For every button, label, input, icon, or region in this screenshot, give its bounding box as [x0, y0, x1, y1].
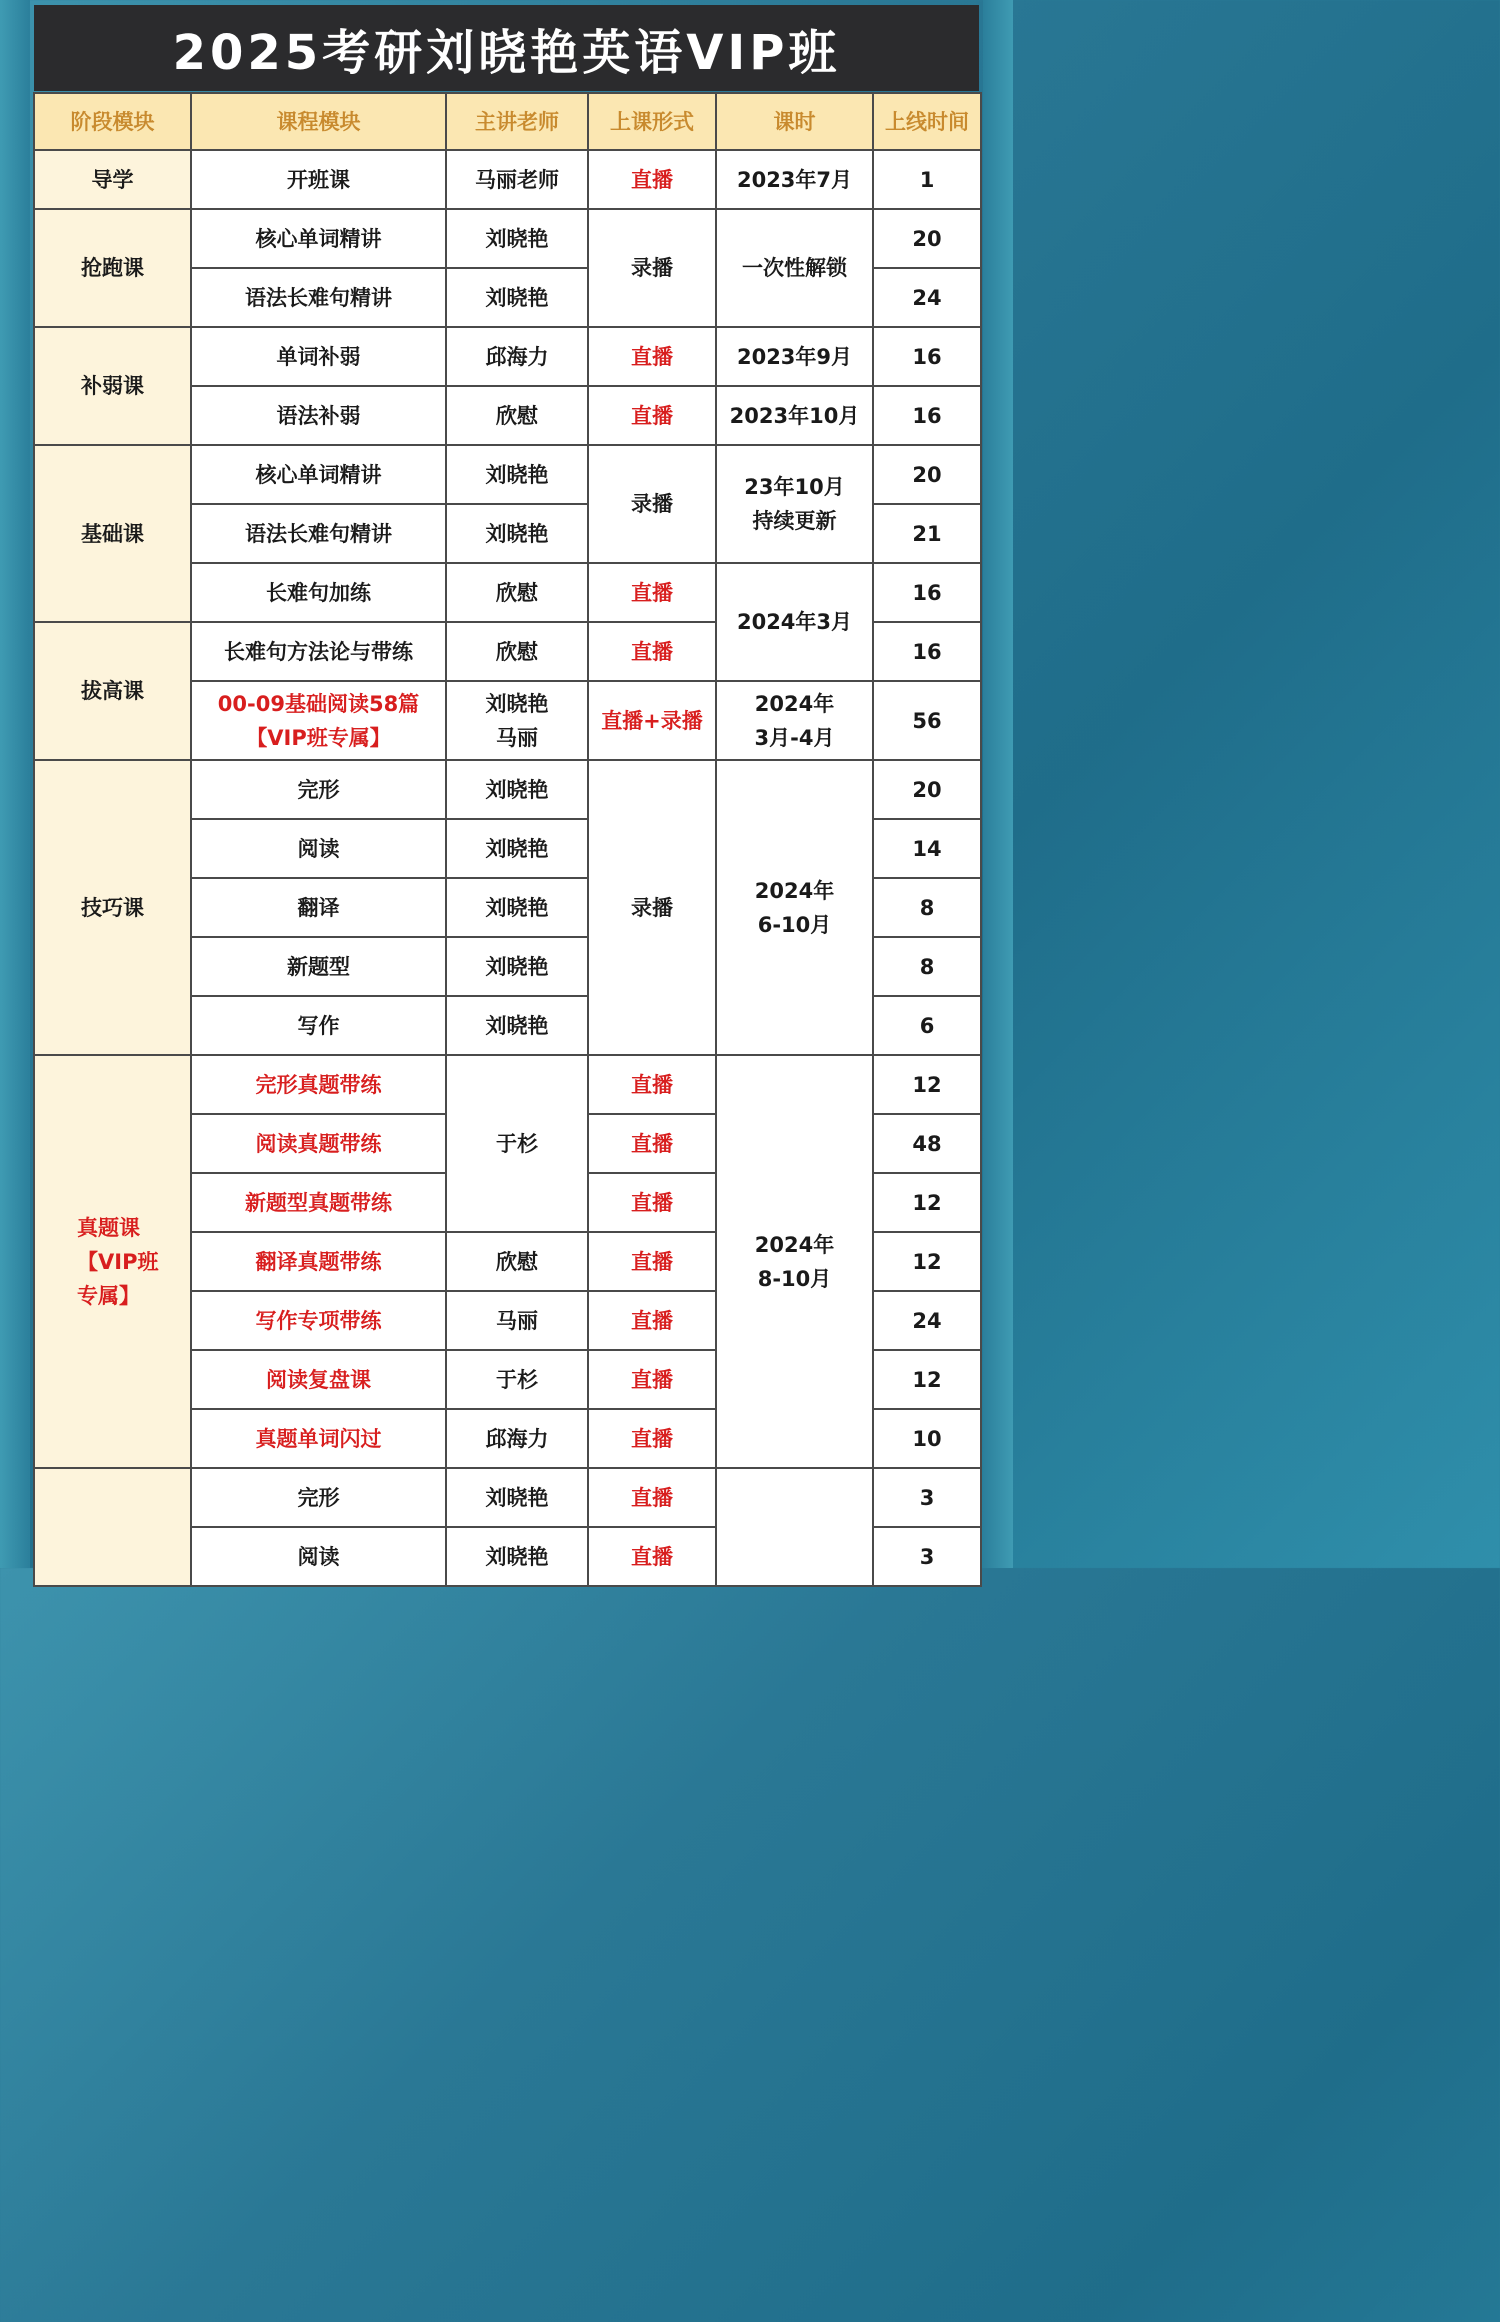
header-hours: 上线时间	[873, 93, 981, 150]
period-line: 持续更新	[752, 509, 837, 533]
course-cell	[191, 681, 446, 760]
format-cell: 录播	[588, 445, 716, 563]
table-row	[34, 1468, 981, 1527]
format-cell: 直播+录播	[588, 681, 716, 760]
course-cell: 阅读复盘课	[191, 1350, 446, 1409]
teacher-cell: 刘晓艳	[446, 1468, 588, 1527]
course-line: 00-09基础阅读58篇	[217, 691, 420, 716]
period-cell: 一次性解锁	[716, 209, 873, 327]
format-cell: 直播	[588, 386, 716, 445]
period-cell: 2023年10月	[716, 386, 873, 445]
teacher-cell: 于杉	[446, 1350, 588, 1409]
title-banner	[34, 5, 979, 91]
format-cell: 直播	[588, 1114, 716, 1173]
teacher-cell: 于杉	[446, 1055, 588, 1232]
format-cell: 直播	[588, 1232, 716, 1291]
period-cell	[716, 760, 873, 1055]
table-row	[34, 1055, 981, 1114]
format-cell: 直播	[588, 1409, 716, 1468]
hours-cell: 16	[873, 386, 981, 445]
course-line: 【VIP班专属】	[246, 725, 391, 750]
course-cell: 阅读	[191, 1527, 446, 1586]
hours-cell: 3	[873, 1468, 981, 1527]
format-cell: 直播	[588, 1527, 716, 1586]
table-row	[34, 327, 981, 386]
header-period: 课时	[716, 93, 873, 150]
hours-cell: 12	[873, 1055, 981, 1114]
teacher-cell: 刘晓艳	[446, 209, 588, 268]
course-cell: 阅读真题带练	[191, 1114, 446, 1173]
hours-cell: 21	[873, 504, 981, 563]
stage-cell	[34, 1468, 191, 1586]
period-line: 23年10月	[744, 475, 845, 499]
stage-cell: 导学	[34, 150, 191, 209]
hours-cell: 8	[873, 937, 981, 996]
course-cell: 核心单词精讲	[191, 209, 446, 268]
period-cell: 2023年7月	[716, 150, 873, 209]
course-cell: 语法长难句精讲	[191, 268, 446, 327]
format-cell: 直播	[588, 1055, 716, 1114]
teacher-cell	[446, 681, 588, 760]
hours-cell: 24	[873, 1291, 981, 1350]
format-cell: 直播	[588, 1468, 716, 1527]
hours-cell: 10	[873, 1409, 981, 1468]
format-cell: 直播	[588, 1173, 716, 1232]
teacher-cell: 刘晓艳	[446, 504, 588, 563]
teacher-cell: 刘晓艳	[446, 819, 588, 878]
course-cell: 完形真题带练	[191, 1055, 446, 1114]
course-cell: 语法补弱	[191, 386, 446, 445]
period-line: 6-10月	[757, 912, 832, 937]
course-cell: 核心单词精讲	[191, 445, 446, 504]
course-cell: 写作专项带练	[191, 1291, 446, 1350]
table-row	[34, 150, 981, 209]
hours-cell: 48	[873, 1114, 981, 1173]
header-course: 课程模块	[191, 93, 446, 150]
hours-cell: 3	[873, 1527, 981, 1586]
period-cell: 2023年9月	[716, 327, 873, 386]
teacher-cell: 刘晓艳	[446, 1527, 588, 1586]
course-cell: 单词补弱	[191, 327, 446, 386]
hours-cell: 6	[873, 996, 981, 1055]
course-cell: 长难句方法论与带练	[191, 622, 446, 681]
course-cell: 翻译真题带练	[191, 1232, 446, 1291]
period-cell	[716, 1055, 873, 1468]
course-cell: 语法长难句精讲	[191, 504, 446, 563]
period-cell	[716, 445, 873, 563]
teacher-cell: 马丽	[446, 1291, 588, 1350]
teacher-cell: 邱海力	[446, 327, 588, 386]
page-title: 2025考研刘晓艳英语VIP班	[172, 24, 841, 81]
period-line: 8-10月	[757, 1266, 832, 1291]
course-cell: 完形	[191, 760, 446, 819]
table-row	[34, 209, 981, 268]
header-format: 上课形式	[588, 93, 716, 150]
right-border-stripe	[983, 0, 1013, 1568]
teacher-cell: 欣慰	[446, 1232, 588, 1291]
hours-cell: 12	[873, 1173, 981, 1232]
format-cell: 直播	[588, 1350, 716, 1409]
hours-cell: 1	[873, 150, 981, 209]
format-cell: 录播	[588, 209, 716, 327]
hours-cell: 24	[873, 268, 981, 327]
header-row	[34, 93, 981, 150]
period-line: 2024年	[754, 1232, 835, 1257]
course-cell: 真题单词闪过	[191, 1409, 446, 1468]
period-cell: 2024年3月	[716, 563, 873, 681]
hours-cell: 8	[873, 878, 981, 937]
period-line: 3月-4月	[754, 725, 835, 750]
period-line: 2024年	[754, 878, 835, 903]
format-cell: 直播	[588, 150, 716, 209]
course-cell: 写作	[191, 996, 446, 1055]
stage-cell: 补弱课	[34, 327, 191, 445]
hours-cell: 12	[873, 1232, 981, 1291]
hours-cell: 20	[873, 760, 981, 819]
format-cell: 直播	[588, 563, 716, 622]
course-schedule-table	[33, 92, 982, 1587]
table-row	[34, 760, 981, 819]
teacher-cell: 刘晓艳	[446, 878, 588, 937]
teacher-line: 马丽	[496, 725, 538, 750]
hours-cell: 20	[873, 209, 981, 268]
stage-line: 真题课	[77, 1215, 140, 1240]
period-cell	[716, 681, 873, 760]
course-cell: 完形	[191, 1468, 446, 1527]
hours-cell: 20	[873, 445, 981, 504]
stage-cell: 拔高课	[34, 622, 191, 760]
period-line: 2024年	[754, 691, 835, 716]
teacher-cell: 欣慰	[446, 622, 588, 681]
teacher-cell: 刘晓艳	[446, 937, 588, 996]
teacher-cell: 马丽老师	[446, 150, 588, 209]
hours-cell: 56	[873, 681, 981, 760]
teacher-cell: 欣慰	[446, 563, 588, 622]
hours-cell: 16	[873, 327, 981, 386]
course-cell: 开班课	[191, 150, 446, 209]
stage-cell: 抢跑课	[34, 209, 191, 327]
stage-cell: 技巧课	[34, 760, 191, 1055]
course-cell: 新题型	[191, 937, 446, 996]
header-teacher: 主讲老师	[446, 93, 588, 150]
course-cell: 长难句加练	[191, 563, 446, 622]
hours-cell: 16	[873, 563, 981, 622]
format-cell: 直播	[588, 327, 716, 386]
teacher-cell: 邱海力	[446, 1409, 588, 1468]
table-row	[34, 445, 981, 504]
format-cell: 直播	[588, 622, 716, 681]
teacher-cell: 刘晓艳	[446, 996, 588, 1055]
stage-line: 【VIP班	[77, 1249, 159, 1274]
teacher-cell: 刘晓艳	[446, 445, 588, 504]
course-cell: 新题型真题带练	[191, 1173, 446, 1232]
stage-line: 专属】	[77, 1283, 140, 1308]
header-stage: 阶段模块	[34, 93, 191, 150]
course-cell: 翻译	[191, 878, 446, 937]
teacher-cell: 刘晓艳	[446, 268, 588, 327]
stage-cell: 基础课	[34, 445, 191, 622]
hours-cell: 12	[873, 1350, 981, 1409]
teacher-cell: 刘晓艳	[446, 760, 588, 819]
period-cell	[716, 1468, 873, 1586]
hours-cell: 14	[873, 819, 981, 878]
course-cell: 阅读	[191, 819, 446, 878]
format-cell: 直播	[588, 1291, 716, 1350]
hours-cell: 16	[873, 622, 981, 681]
teacher-line: 刘晓艳	[485, 691, 549, 716]
left-border-stripe	[0, 0, 30, 1568]
stage-cell	[34, 1055, 191, 1468]
format-cell: 录播	[588, 760, 716, 1055]
teacher-cell: 欣慰	[446, 386, 588, 445]
